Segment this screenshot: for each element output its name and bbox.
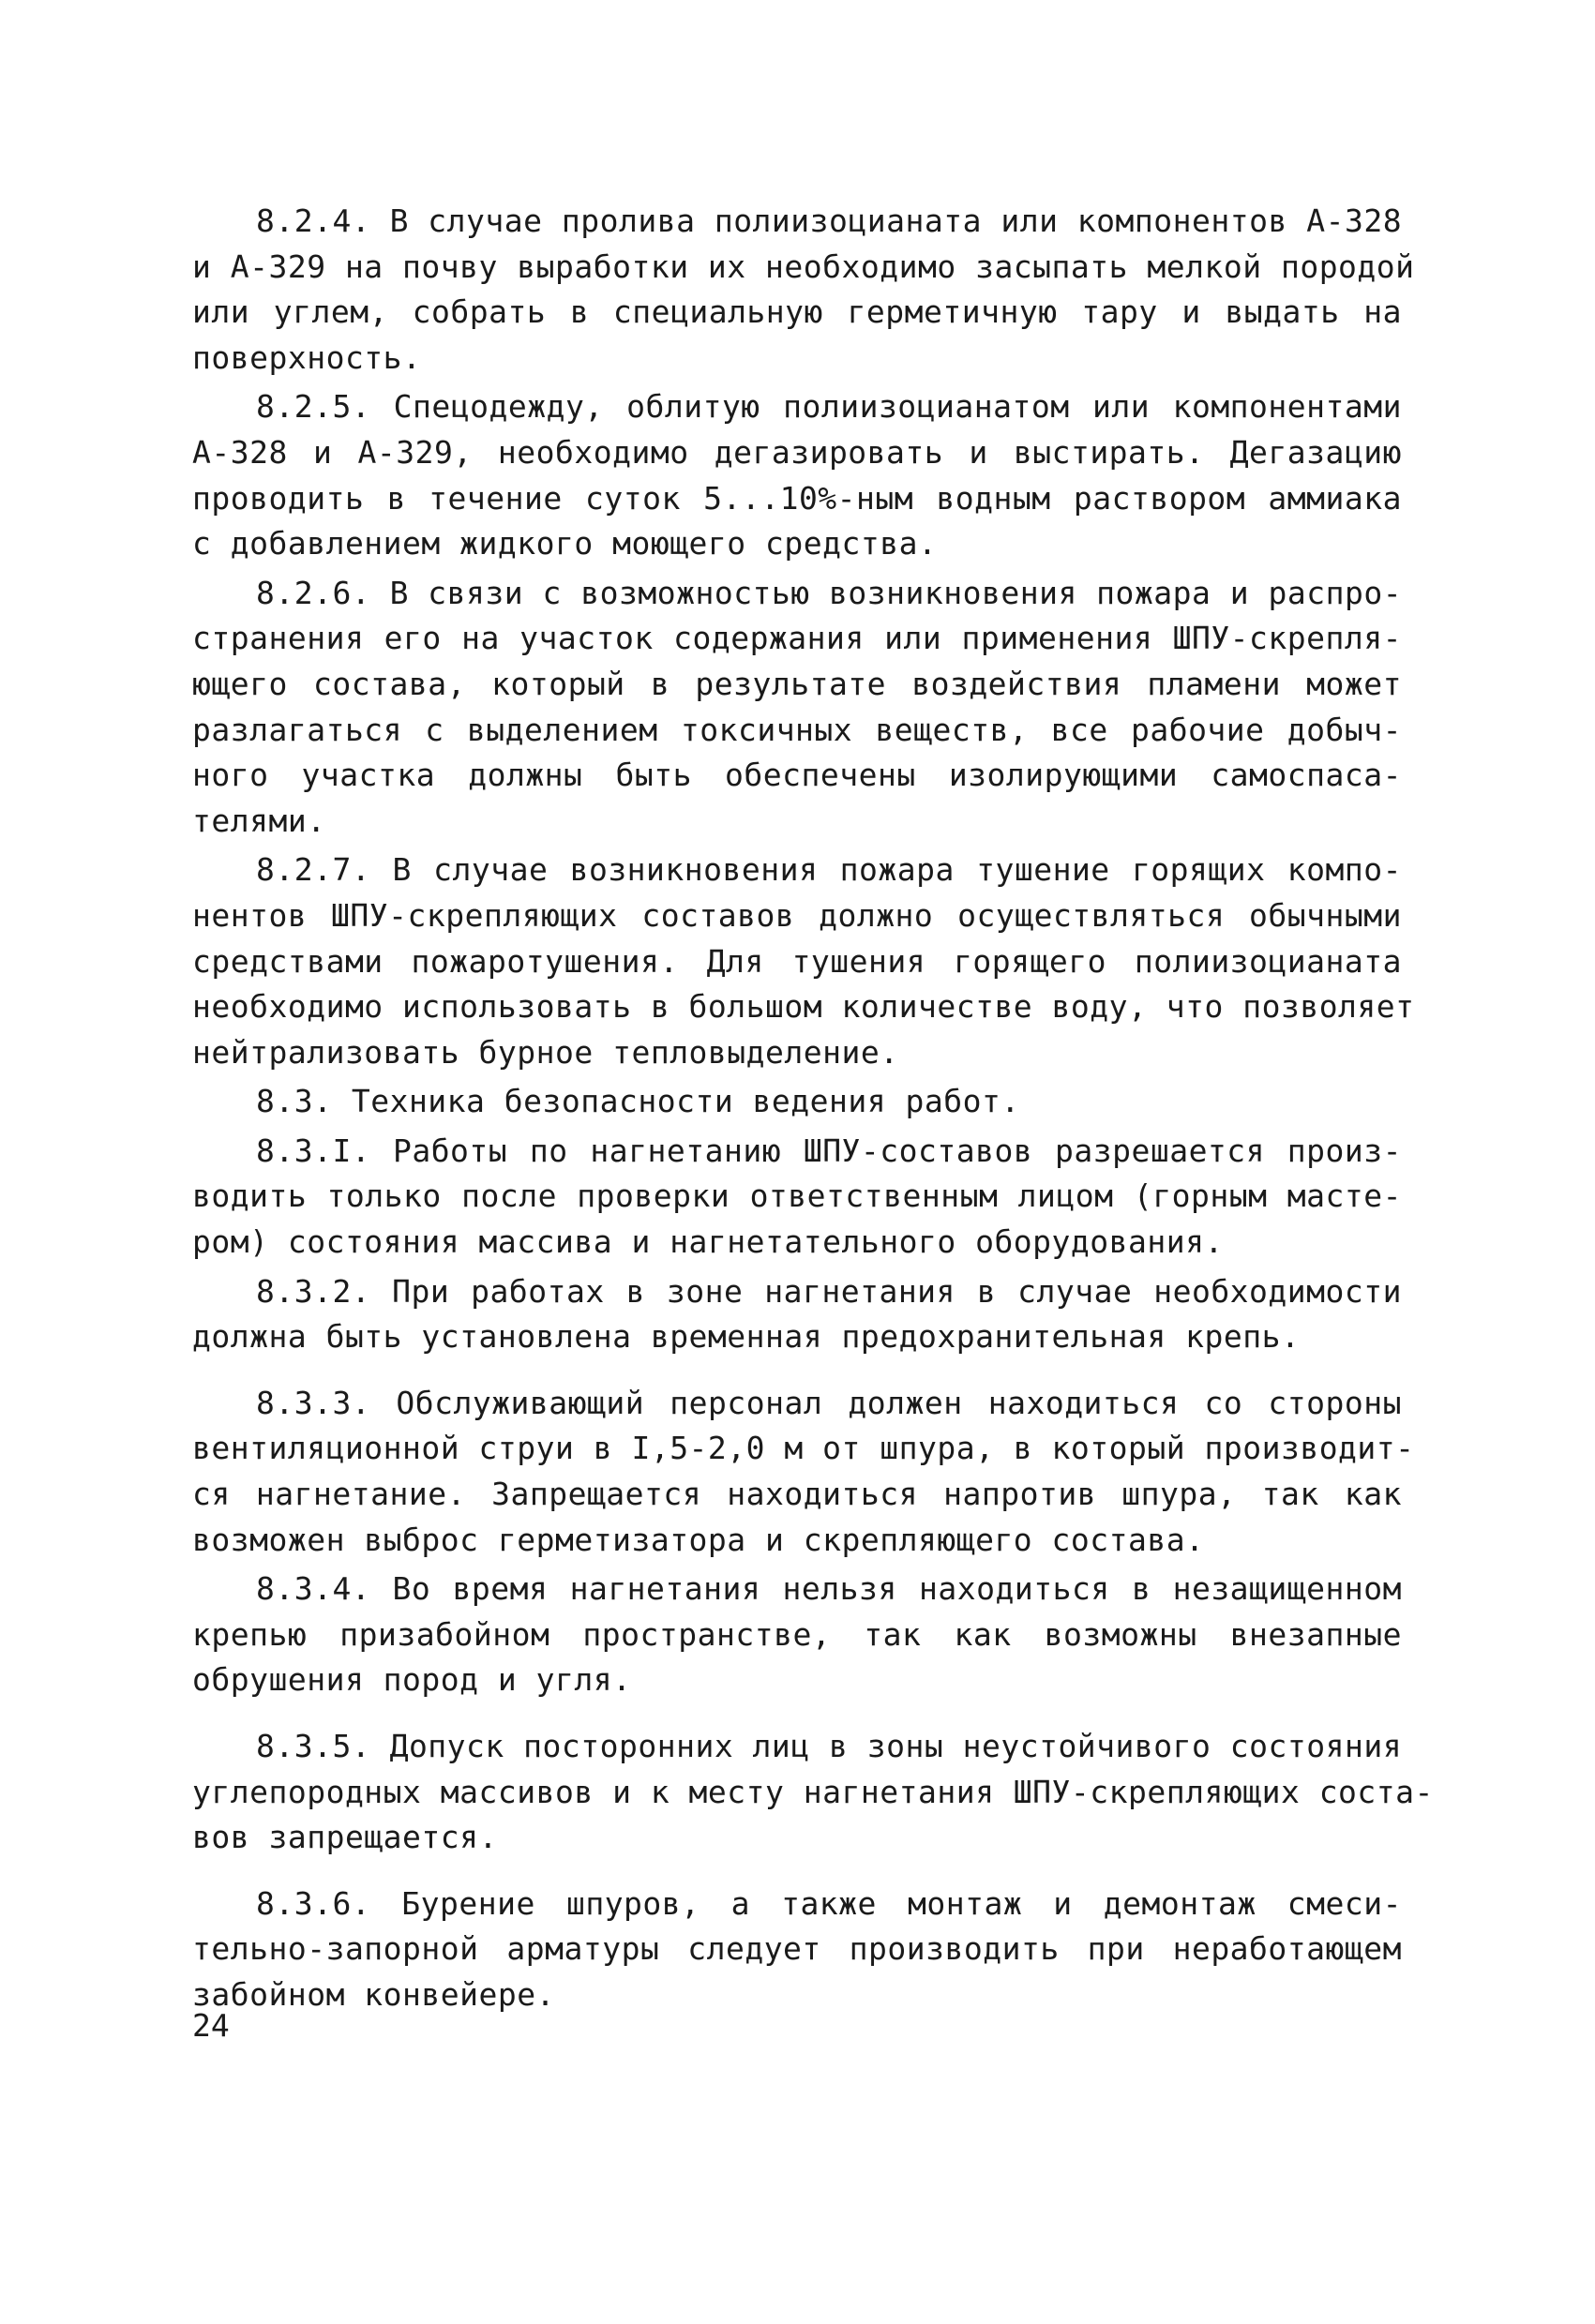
paragraph-8-3-4	[192, 1567, 1402, 1703]
text-line: А-328 и А-329, необходимо дегазировать и выстирать. Дегазацию	[192, 433, 1402, 471]
paragraph-8-3-2	[192, 1269, 1402, 1360]
text-line: ющего состава, который в результате воздействия пламени может	[192, 665, 1402, 702]
text-line: проводить в течение суток 5...10%-ным водным раствором аммиака	[192, 479, 1402, 517]
text-line: 8.2.5. Спецодежду, облитую полиизоцианатом или компонентами	[256, 388, 1402, 426]
text-line: ся нагнетание. Запрещается находиться напротив шпура, так как	[192, 1476, 1402, 1513]
text-line: нейтрализовать бурное тепловыделение.	[192, 1033, 899, 1071]
text-line: 8.3.I. Работы по нагнетанию ШПУ-составов разрешается произ-	[256, 1132, 1402, 1169]
text-line: 8.2.6. В связи с возможностью возникновения пожара и распро-	[256, 574, 1403, 611]
paragraph-8-2-6	[192, 571, 1402, 845]
text-line: странения его на участок содержания или применения ШПУ-скрепля-	[192, 620, 1402, 657]
text-line: крепью призабойном пространстве, так как возможны внезапные	[192, 1615, 1402, 1653]
text-line: вов запрещается.	[192, 1819, 498, 1856]
paragraph-8-3-3	[192, 1381, 1415, 1563]
page-body	[192, 199, 1434, 2018]
paragraph-8-2-5	[192, 384, 1402, 566]
paragraph-8-3-5	[192, 1724, 1434, 1861]
text-line: нентов ШПУ-скрепляющих составов должно осуществляться обычными	[192, 896, 1402, 934]
text-line: 8.3.6. Бурение шпуров, а также монтаж и демонтаж смеси-	[256, 1884, 1402, 1922]
text-line: забойном конвейере.	[192, 1975, 555, 2013]
text-line: вентиляционной струи в I,5-2,0 м от шпура, в который производит-	[192, 1430, 1415, 1467]
paragraph-8-2-7	[192, 847, 1415, 1075]
page-number: 24	[192, 2007, 230, 2044]
text-line: ного участка должны быть обеспечены изолирующими самоспаса-	[192, 757, 1402, 794]
text-line: 8.3.3. Обслуживающий персонал должен находиться со стороны	[256, 1384, 1402, 1421]
text-line: 8.2.4. В случае пролива полиизоцианата или компонентов А-328	[256, 202, 1403, 239]
text-line: углепородных массивов и к месту нагнетания ШПУ-скрепляющих соста-	[192, 1773, 1434, 1810]
paragraph-8-2-4	[192, 199, 1415, 381]
section-heading-8-3	[192, 1079, 1402, 1125]
text-line: возможен выброс герметизатора и скрепляющего состава.	[192, 1521, 1205, 1558]
text-line: водить только после проверки ответственным лицом (горным масте-	[192, 1177, 1402, 1215]
text-line: и А-329 на почву выработки их необходимо засыпать мелкой породой	[192, 247, 1415, 285]
text-line: 8.3.5. Допуск посторонних лиц в зоны неустойчивого состояния	[256, 1728, 1403, 1764]
text-line: тельно-запорной арматуры следует производить при неработающем	[192, 1930, 1402, 1968]
text-line: ром) состояния массива и нагнетательного оборудования.	[192, 1223, 1224, 1261]
text-line: с добавлением жидкого моющего средства.	[192, 525, 938, 562]
text-line: 8.2.7. В случае возникновения пожара тушение горящих компо-	[256, 851, 1402, 889]
paragraph-8-3-6	[192, 1882, 1402, 2018]
text-line: 8.3.2. При работах в зоне нагнетания в случае необходимости	[256, 1272, 1402, 1310]
text-line: поверхность.	[192, 338, 422, 376]
text-line: необходимо использовать в большом количестве воду, что позволяет	[192, 988, 1415, 1026]
text-line: обрушения пород и угля.	[192, 1661, 632, 1699]
section-heading: 8.3. Техника безопасности ведения работ.	[256, 1083, 1020, 1120]
text-line: телями.	[192, 802, 326, 839]
text-line: средствами пожаротушения. Для тушения горящего полиизоцианата	[192, 942, 1402, 980]
text-line: должна быть установлена временная предохранительная крепь.	[192, 1318, 1301, 1356]
text-line: разлагаться с выделением токсичных веществ, все рабочие добыч-	[192, 711, 1402, 748]
text-line: 8.3.4. Во время нагнетания нельзя находиться в незащищенном	[256, 1570, 1402, 1608]
paragraph-8-3-1	[192, 1129, 1402, 1266]
text-line: или углем, собрать в специальную герметичную тару и выдать на	[192, 293, 1402, 331]
